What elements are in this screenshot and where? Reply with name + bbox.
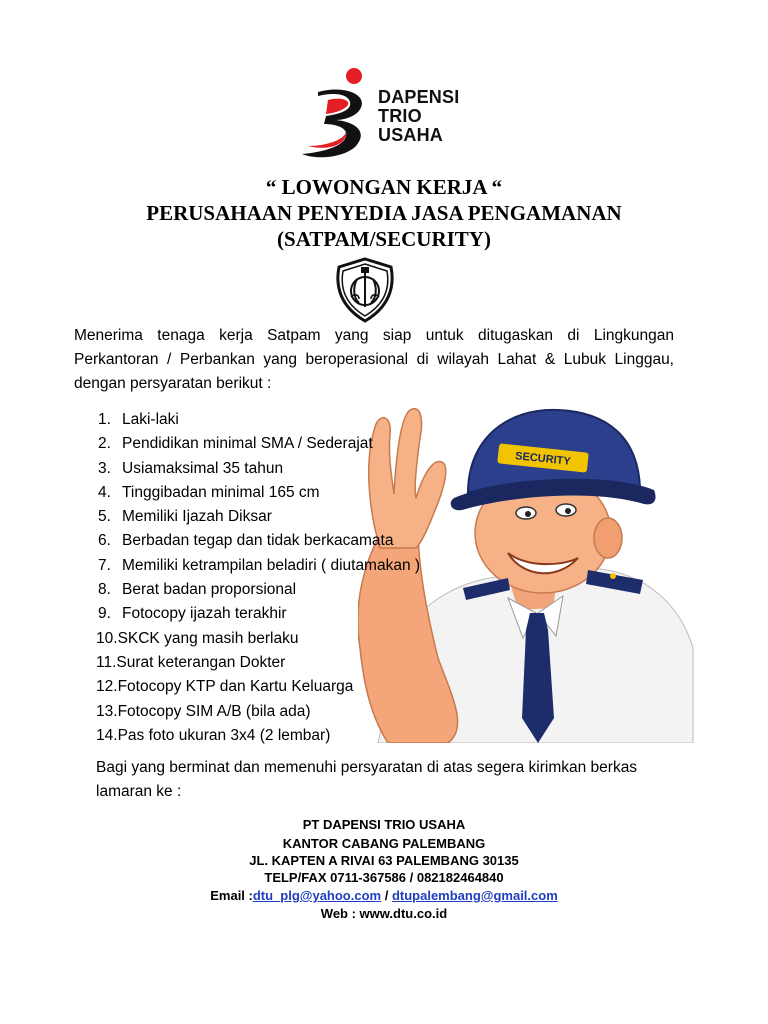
requirement-item: [98, 554, 420, 578]
company-type-heading: PERUSAHAAN PENYEDIA JASA PENGAMANAN: [146, 201, 622, 225]
contact-website: Web : www.dtu.co.id: [320, 906, 448, 921]
contact-email: [0, 888, 768, 903]
outro-line-2: lamaran ke :: [96, 783, 182, 800]
requirement-text: Fotocopy SIM A/B (bila ada): [117, 702, 311, 720]
intro-line-2: Perkantoran / Perbankan yang beroperasional di wilayah Lahat & Lubuk Linggau,: [74, 351, 674, 368]
logo-line-3: USAHA: [378, 125, 444, 145]
requirement-number: 1.: [98, 411, 111, 428]
job-vacancy-heading: “ LOWONGAN KERJA “: [265, 175, 503, 199]
company-logo: [296, 66, 460, 162]
requirement-number: 9.: [98, 605, 111, 623]
contact-address: JL. KAPTEN A RIVAI 63 PALEMBANG 30135: [249, 853, 519, 868]
requirement-item: [96, 724, 420, 748]
requirement-number: 10.: [96, 629, 118, 647]
requirement-item: [98, 578, 420, 602]
requirement-text: Memiliki Ijazah Diksar: [122, 508, 272, 526]
cap-security-text: SECURITY: [514, 450, 572, 468]
requirement-text: Surat keterangan Dokter: [116, 653, 286, 671]
email-separator: /: [381, 888, 392, 903]
requirement-text: Berat badan proporsional: [122, 581, 297, 599]
outro-line-1: Bagi yang berminat dan memenuhi persyaratan di atas segera kirimkan berkas: [96, 759, 638, 776]
requirement-item: [98, 505, 420, 529]
intro-line-1: Menerima tenaga kerja Satpam yang siap untuk ditugaskan di Lingkungan: [74, 327, 674, 344]
requirement-number: 11.: [96, 653, 117, 671]
requirement-number: 3.: [98, 459, 111, 477]
requirement-text: SKCK yang masih berlaku: [117, 629, 299, 647]
requirement-item: [98, 408, 420, 432]
security-shield-emblem-icon: [331, 257, 399, 323]
requirement-text: Memiliki ketrampilan beladiri ( diutamakan ): [122, 556, 421, 574]
requirement-text: Fotocopy ijazah terakhir: [122, 605, 287, 623]
requirement-item: [98, 432, 420, 456]
position-heading: (SATPAM/SECURITY): [277, 227, 491, 251]
logo-line-1: DAPENSI: [378, 87, 460, 107]
requirement-item: [96, 700, 420, 724]
requirement-number: 8.: [98, 581, 111, 599]
logo-line-2: TRIO: [378, 106, 422, 126]
contact-company: PT DAPENSI TRIO USAHA: [302, 817, 466, 832]
email-label: Email :: [210, 888, 253, 903]
requirement-number: 12.: [96, 678, 118, 696]
outro-paragraph: [96, 756, 676, 804]
requirement-item: [96, 675, 420, 699]
requirement-text: Berbadan tegap dan tidak berkacamata: [122, 532, 394, 550]
email-link-gmail[interactable]: dtupalembang@gmail.com: [391, 888, 558, 903]
requirement-text: Fotocopy KTP dan Kartu Keluarga: [117, 678, 354, 696]
requirement-item: [98, 602, 420, 626]
requirements-list: [98, 408, 420, 748]
intro-paragraph: [74, 324, 674, 396]
requirement-text: Laki-laki: [122, 411, 179, 428]
logo-wordmark: [378, 88, 459, 145]
requirement-text: Usiamaksimal 35 tahun: [122, 459, 284, 477]
requirement-text: Pendidikan minimal SMA / Sederajat: [122, 435, 373, 453]
dapensi-logo-mark: [296, 66, 376, 162]
requirement-item: [98, 529, 420, 553]
requirement-number: 14.: [96, 726, 118, 744]
requirement-text: Pas foto ukuran 3x4 (2 lembar): [117, 726, 331, 744]
requirement-number: 13.: [96, 702, 118, 720]
requirement-number: 2.: [98, 435, 111, 453]
requirement-item: [96, 627, 420, 651]
intro-line-3: dengan persyaratan berikut :: [74, 375, 272, 392]
requirement-number: 7.: [98, 556, 111, 574]
email-link-yahoo[interactable]: dtu_plg@yahoo.com: [252, 888, 382, 903]
contact-phone: TELP/FAX 0711-367586 / 082182464840: [264, 870, 504, 885]
requirement-number: 5.: [98, 508, 111, 526]
requirement-number: 6.: [98, 532, 111, 550]
contact-branch: KANTOR CABANG PALEMBANG: [282, 836, 486, 851]
requirement-item: [98, 457, 420, 481]
requirement-number: 4.: [98, 483, 111, 501]
requirement-text: Tinggibadan minimal 165 cm: [122, 483, 320, 501]
requirement-item: [96, 651, 420, 675]
requirement-item: [98, 481, 420, 505]
